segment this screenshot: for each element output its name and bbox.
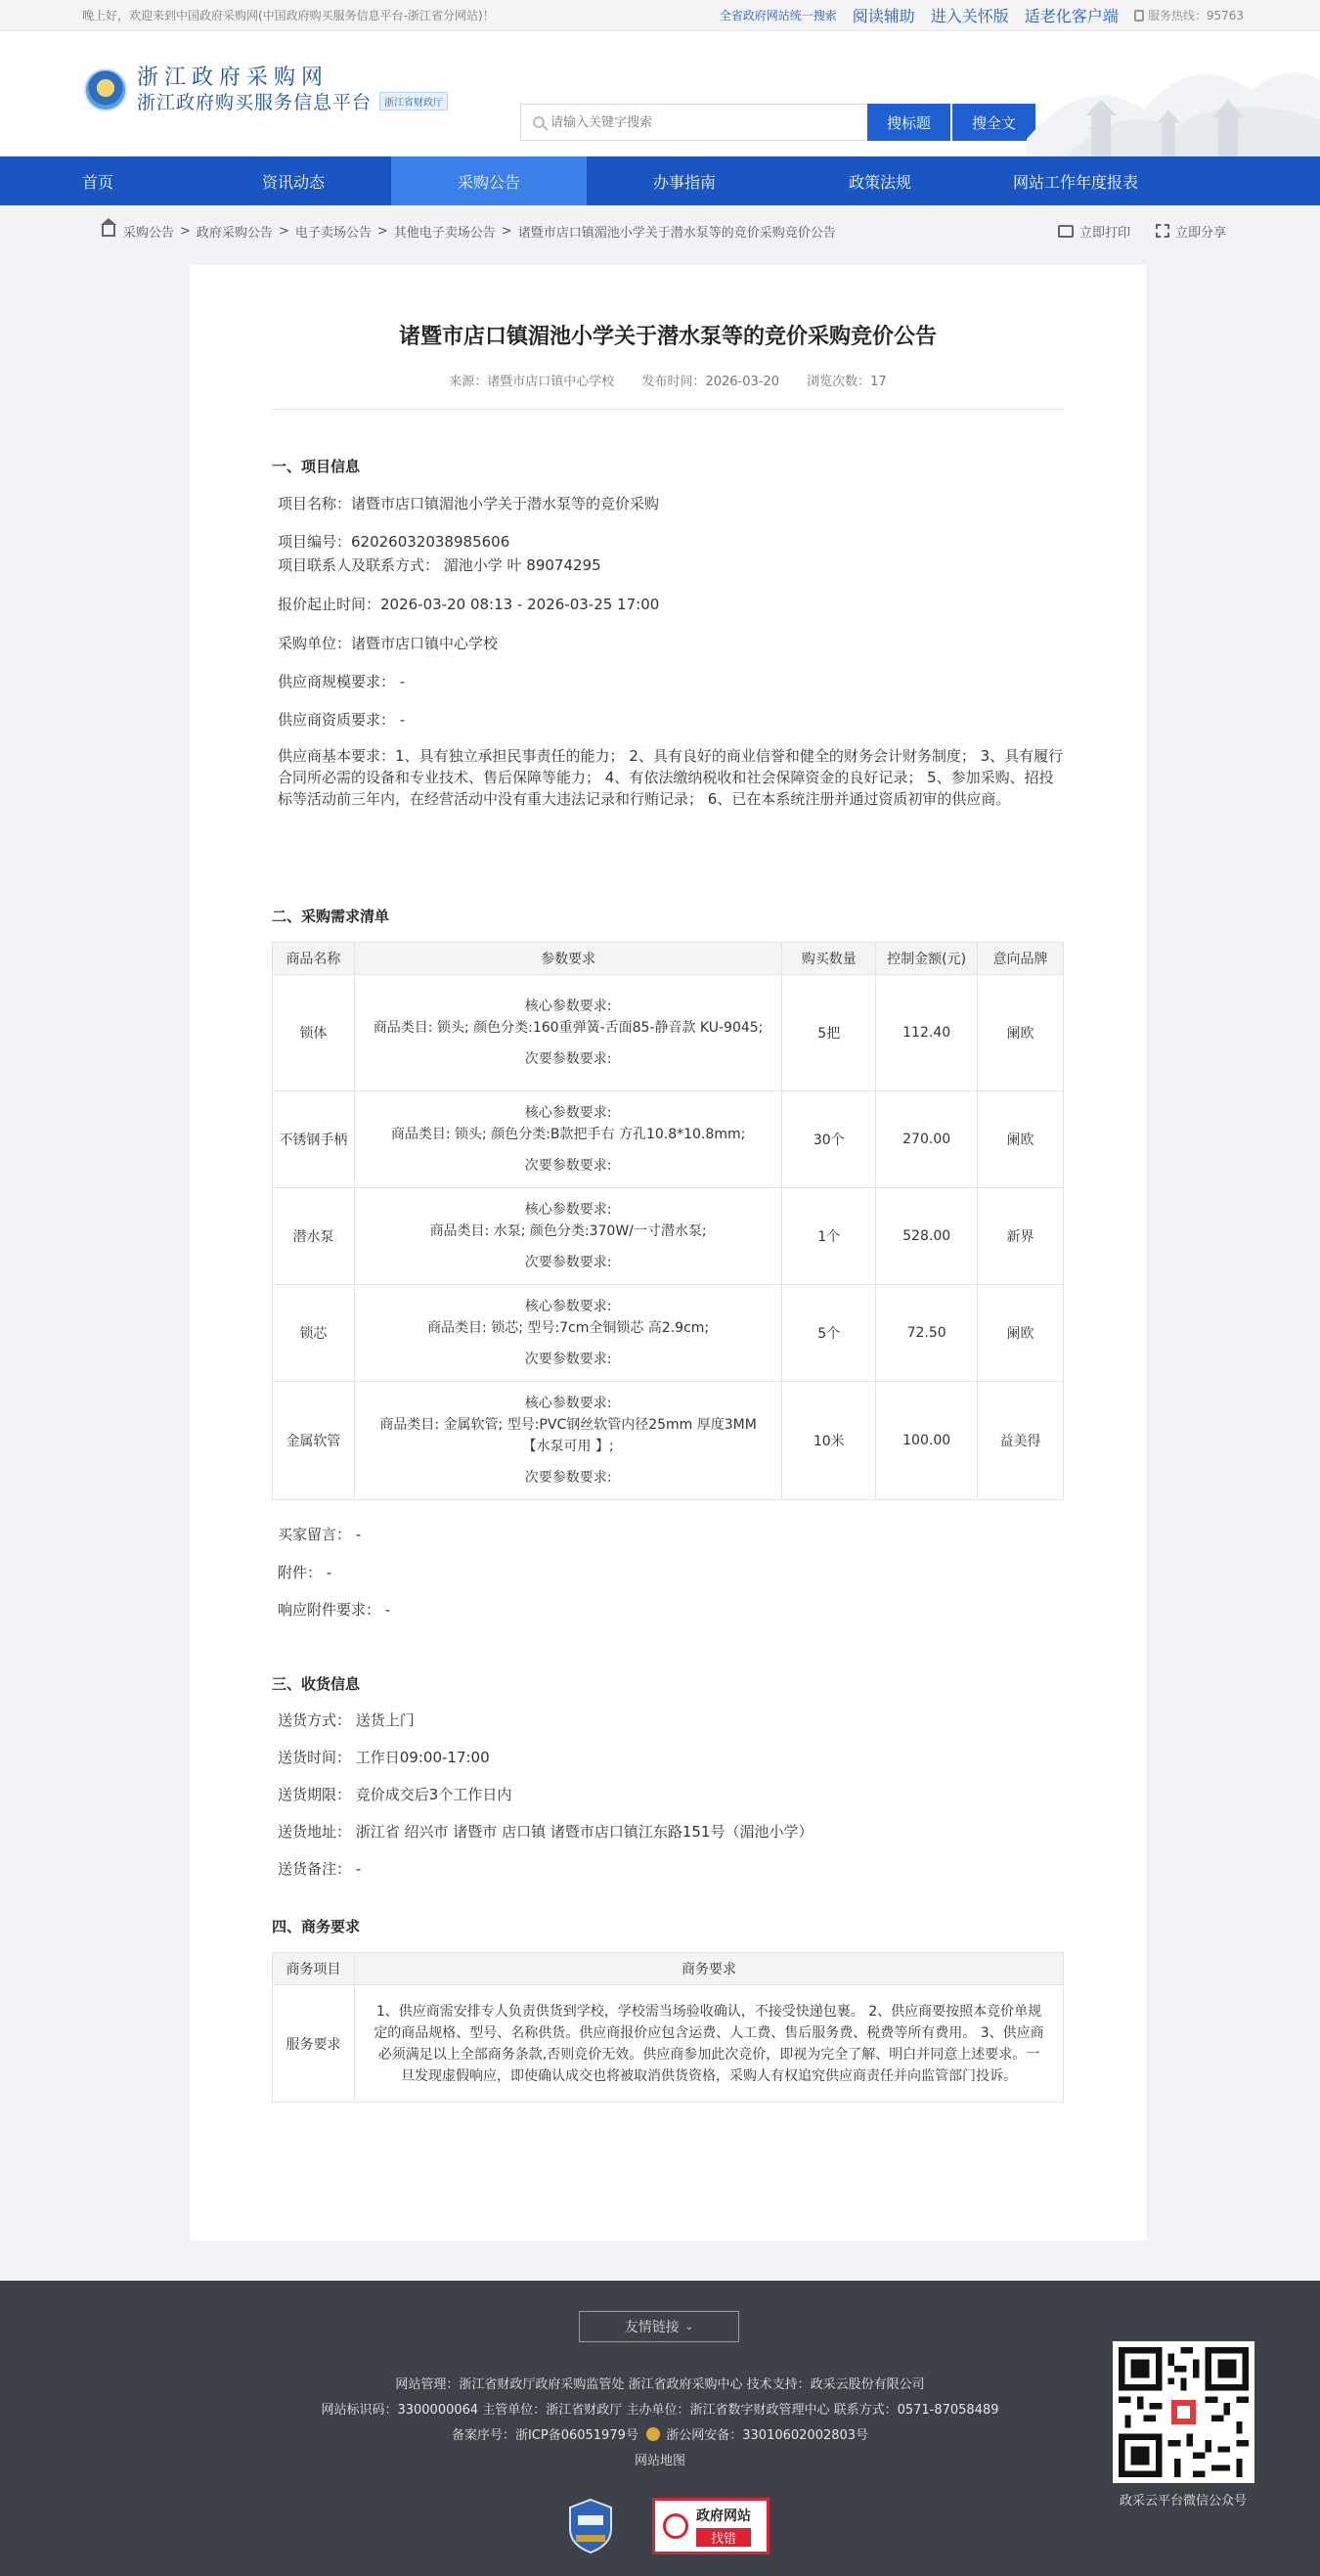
home-icon[interactable] bbox=[102, 225, 115, 237]
logo-title: 浙江政府采购网 bbox=[137, 66, 330, 90]
table-row bbox=[273, 975, 1064, 1091]
main-nav bbox=[0, 156, 1320, 205]
search-bar bbox=[520, 104, 1035, 141]
care-mode-link[interactable]: 进入关怀版 bbox=[930, 7, 1009, 25]
article-source: 来源：诸暨市店口镇中心学校 bbox=[449, 375, 615, 389]
qr-code-icon bbox=[1119, 2347, 1249, 2477]
col-header-brand: 意向品牌 bbox=[978, 943, 1064, 975]
footer-site-id: 网站标识码：3300000064 主管单位：浙江省财政厅 主办单位：浙江省数字财政管理中心 联系方式：0571-87058489 bbox=[321, 2403, 999, 2418]
item-qty: 10米 bbox=[782, 1382, 876, 1500]
print-button[interactable]: 立即打印 bbox=[1058, 222, 1130, 241]
article-views: 浏览次数：17 bbox=[807, 375, 887, 389]
breadcrumb-item[interactable]: 采购公告 bbox=[123, 225, 175, 241]
response-attachment-requirement: 响应附件要求： - bbox=[278, 1601, 391, 1619]
col-header-business-item: 商务项目 bbox=[273, 1953, 355, 1985]
police-record[interactable]: 浙公网安备：33010602002803号 bbox=[666, 2428, 869, 2443]
magnifier-icon bbox=[663, 2513, 688, 2539]
business-requirement: 1、供应商需安排专人负责供货到学校，学校需当场验收确认，不接受快递包裹。 2、供应商要按照本竞价单规定的商品规格、型号、名称供货。供应商报价应包含运费、人工费、售后服务费、税费等所有费用。 3、供应商必须满足以上全部商务条款,否则竞价无效。供应商参加此次竞价，即视为完全了解、明白并同意上述要求。一旦发现虚假响应，即使确认成交也将被取消供货资格，采购人有权追究供应商责任并向监管部门投诉。 bbox=[355, 1985, 1064, 2103]
col-header-qty: 购买数量 bbox=[782, 943, 876, 975]
chevron-down-icon: ⌄ bbox=[684, 2321, 694, 2332]
delivery-method: 送货方式： 送货上门 bbox=[278, 1711, 415, 1729]
item-brand: 阑欧 bbox=[978, 1091, 1064, 1188]
article-meta bbox=[190, 371, 1146, 389]
public-institution-badge[interactable] bbox=[566, 2498, 615, 2554]
hotline-text: 服务热线：95763 bbox=[1147, 9, 1244, 22]
item-name: 锁体 bbox=[273, 975, 355, 1091]
table-row bbox=[273, 1091, 1064, 1188]
icp-record[interactable]: 备案序号：浙ICP备06051979号 bbox=[451, 2428, 638, 2443]
site-logo[interactable] bbox=[84, 66, 448, 114]
section-project-info: 一、项目信息 bbox=[272, 458, 361, 475]
supplier-qualification-requirement: 供应商资质要求： - bbox=[278, 711, 406, 729]
nav-home[interactable]: 首页 bbox=[81, 172, 113, 192]
item-qty: 30个 bbox=[782, 1091, 876, 1188]
qr-share-icon bbox=[1156, 224, 1169, 238]
search-input[interactable] bbox=[550, 115, 844, 130]
delivery-note: 送货备注： - bbox=[278, 1860, 362, 1878]
item-params: 核心参数要求: 商品类目: 锁头; 颜色分类:B款把手右 方孔10.8*10.8mm; 次要参数要求: bbox=[354, 1091, 781, 1188]
item-qty: 5个 bbox=[782, 1285, 876, 1382]
section-delivery-info: 三、收货信息 bbox=[272, 1675, 361, 1693]
project-number: 项目编号：62026032038985606 bbox=[278, 533, 510, 551]
police-badge-icon bbox=[646, 2427, 660, 2441]
item-brand: 阑欧 bbox=[978, 1285, 1064, 1382]
col-header-business-requirement: 商务要求 bbox=[355, 1953, 1064, 1985]
item-price: 112.40 bbox=[876, 975, 978, 1091]
nav-guide[interactable]: 办事指南 bbox=[652, 172, 716, 192]
elderly-client-link[interactable]: 适老化客户端 bbox=[1024, 7, 1119, 25]
delivery-address: 送货地址： 浙江省 绍兴市 诸暨市 店口镇 诸暨市店口镇江东路151号（湄池小学） bbox=[278, 1823, 814, 1841]
table-row bbox=[273, 1285, 1064, 1382]
breadcrumb-item[interactable]: 政府采购公告 bbox=[196, 225, 273, 241]
footer bbox=[0, 2281, 1320, 2576]
article-card bbox=[190, 265, 1146, 2241]
nav-policies[interactable]: 政策法规 bbox=[848, 172, 911, 192]
phone-icon bbox=[1134, 10, 1144, 22]
item-name: 金属软管 bbox=[273, 1382, 355, 1500]
search-field bbox=[520, 104, 867, 141]
header bbox=[0, 31, 1320, 156]
supplier-basic-requirement: 供应商基本要求：1、具有独立承担民事责任的能力； 2、具有良好的商业信誉和健全的财务会计财务制度； 3、具有履行合同所必需的设备和专业技术、售后保障等能力； 4、有依法缴纳税收和社会保障资金的良好记录； 5、参加采购、招投标等活动前三年内，在经营活动中没有重大违法记录和行贿记录； 6、已在本系统注册并通过资质初审的供应商。 bbox=[278, 747, 1064, 808]
qr-caption: 政采云平台微信公众号 bbox=[1119, 2494, 1247, 2509]
business-item: 服务要求 bbox=[273, 1985, 355, 2103]
logo-subtitle: 浙江政府购买服务信息平台 bbox=[137, 92, 373, 113]
item-params: 核心参数要求: 商品类目: 锁芯; 型号:7cm全铜锁芯 高2.9cm; 次要参数要求: bbox=[354, 1285, 781, 1382]
item-params: 核心参数要求: 商品类目: 锁头; 颜色分类:160重弹簧-舌面85-静音款 KU-9045; 次要参数要求: bbox=[354, 975, 781, 1091]
search-title-button[interactable]: 搜标题 bbox=[867, 104, 950, 141]
report-error-badge[interactable]: 政府网站 找错 bbox=[652, 2498, 770, 2554]
delivery-time: 送货时间： 工作日09:00-17:00 bbox=[278, 1749, 490, 1766]
item-name: 潜水泵 bbox=[273, 1188, 355, 1285]
col-header-name: 商品名称 bbox=[273, 943, 355, 975]
delivery-period: 送货期限： 竞价成交后3个工作日内 bbox=[278, 1786, 512, 1803]
printer-icon bbox=[1058, 225, 1074, 238]
table-row bbox=[273, 1382, 1064, 1500]
top-bar bbox=[0, 0, 1320, 31]
department-badge: 浙江省财政厅 bbox=[379, 92, 448, 111]
demand-table bbox=[272, 942, 1064, 1500]
breadcrumb-item[interactable]: 电子卖场公告 bbox=[294, 225, 372, 241]
col-header-price: 控制金额(元) bbox=[876, 943, 978, 975]
search-fulltext-button[interactable]: 搜全文 bbox=[952, 104, 1035, 141]
item-price: 270.00 bbox=[876, 1091, 978, 1188]
item-params: 核心参数要求: 商品类目: 水泵; 颜色分类:370W/一寸潜水泵; 次要参数要求: bbox=[354, 1188, 781, 1285]
sitemap-link[interactable]: 网站地图 bbox=[634, 2454, 685, 2468]
item-price: 72.50 bbox=[876, 1285, 978, 1382]
welcome-text: 晚上好，欢迎来到中国政府采购网(中国政府购买服务信息平台-浙江省分网站)！ bbox=[82, 9, 495, 22]
section-business-requirements: 四、商务要求 bbox=[272, 1918, 361, 1935]
pagoda-decoration bbox=[1027, 31, 1320, 156]
item-name: 锁芯 bbox=[273, 1285, 355, 1382]
breadcrumb-item[interactable]: 其他电子卖场公告 bbox=[393, 225, 496, 241]
article-date: 发布时间：2026-03-20 bbox=[641, 375, 780, 389]
emblem-icon bbox=[84, 68, 127, 111]
buyer-message: 买家留言： - bbox=[278, 1526, 362, 1543]
project-contact: 项目联系人及联系方式： 湄池小学 叶 89074295 bbox=[278, 556, 601, 574]
item-price: 100.00 bbox=[876, 1382, 978, 1500]
project-name: 项目名称：诸暨市店口镇湄池小学关于潜水泵等的竞价采购 bbox=[278, 495, 660, 512]
nav-news[interactable]: 资讯动态 bbox=[261, 172, 325, 192]
search-icon bbox=[533, 116, 545, 128]
purchasing-unit: 采购单位：诸暨市店口镇中心学校 bbox=[278, 635, 499, 652]
breadcrumb: 采购公告 > 政府采购公告 > 电子卖场公告 > 其他电子卖场公告 > 诸暨市店口镇湄池小学关于潜水泵等的竞价采购竞价公告 立即打印 立即分享 bbox=[0, 205, 1320, 256]
item-brand: 新界 bbox=[978, 1188, 1064, 1285]
quote-time: 报价起止时间：2026-03-20 08:13 - 2026-03-25 17:00 bbox=[278, 596, 660, 613]
supplier-scale-requirement: 供应商规模要求： - bbox=[278, 673, 406, 690]
item-brand: 阑欧 bbox=[978, 975, 1064, 1091]
top-links bbox=[720, 4, 1244, 26]
table-row bbox=[273, 1188, 1064, 1285]
item-price: 528.00 bbox=[876, 1188, 978, 1285]
footer-management: 网站管理：浙江省财政厅政府采购监管处 浙江省政府采购中心 技术支持：政采云股份有限公司 bbox=[395, 2377, 925, 2392]
breadcrumb-current: 诸暨市店口镇湄池小学关于潜水泵等的竞价采购竞价公告 bbox=[517, 225, 836, 241]
attachment: 附件： - bbox=[278, 1564, 332, 1581]
item-qty: 5把 bbox=[782, 975, 876, 1091]
friend-links-dropdown[interactable]: 友情链接 ⌄ bbox=[579, 2311, 739, 2342]
item-brand: 益美得 bbox=[978, 1382, 1064, 1500]
item-qty: 1个 bbox=[782, 1188, 876, 1285]
table-row bbox=[273, 1985, 1064, 2103]
item-params: 核心参数要求: 商品类目: 金属软管; 型号:PVC钢丝软管内径25mm 厚度3MM 【水泵可用 】; 次要参数要求: bbox=[354, 1382, 781, 1500]
reading-aid-link[interactable]: 阅读辅助 bbox=[852, 7, 915, 25]
nav-annual-report[interactable]: 网站工作年度报表 bbox=[1012, 172, 1138, 192]
hotline bbox=[1134, 7, 1244, 23]
section-demand-list: 二、采购需求清单 bbox=[272, 908, 390, 925]
item-name: 不锈钢手柄 bbox=[273, 1091, 355, 1188]
divider bbox=[272, 409, 1064, 410]
business-table bbox=[272, 1952, 1064, 2103]
share-button[interactable]: 立即分享 bbox=[1156, 222, 1226, 241]
article-title: 诸暨市店口镇湄池小学关于潜水泵等的竞价采购竞价公告 bbox=[398, 325, 937, 349]
site-search-link[interactable]: 全省政府网站统一搜索 bbox=[719, 9, 837, 22]
col-header-params: 参数要求 bbox=[354, 943, 781, 975]
wechat-qr-code bbox=[1113, 2341, 1254, 2483]
nav-procurement-notices[interactable]: 采购公告 bbox=[391, 156, 587, 205]
